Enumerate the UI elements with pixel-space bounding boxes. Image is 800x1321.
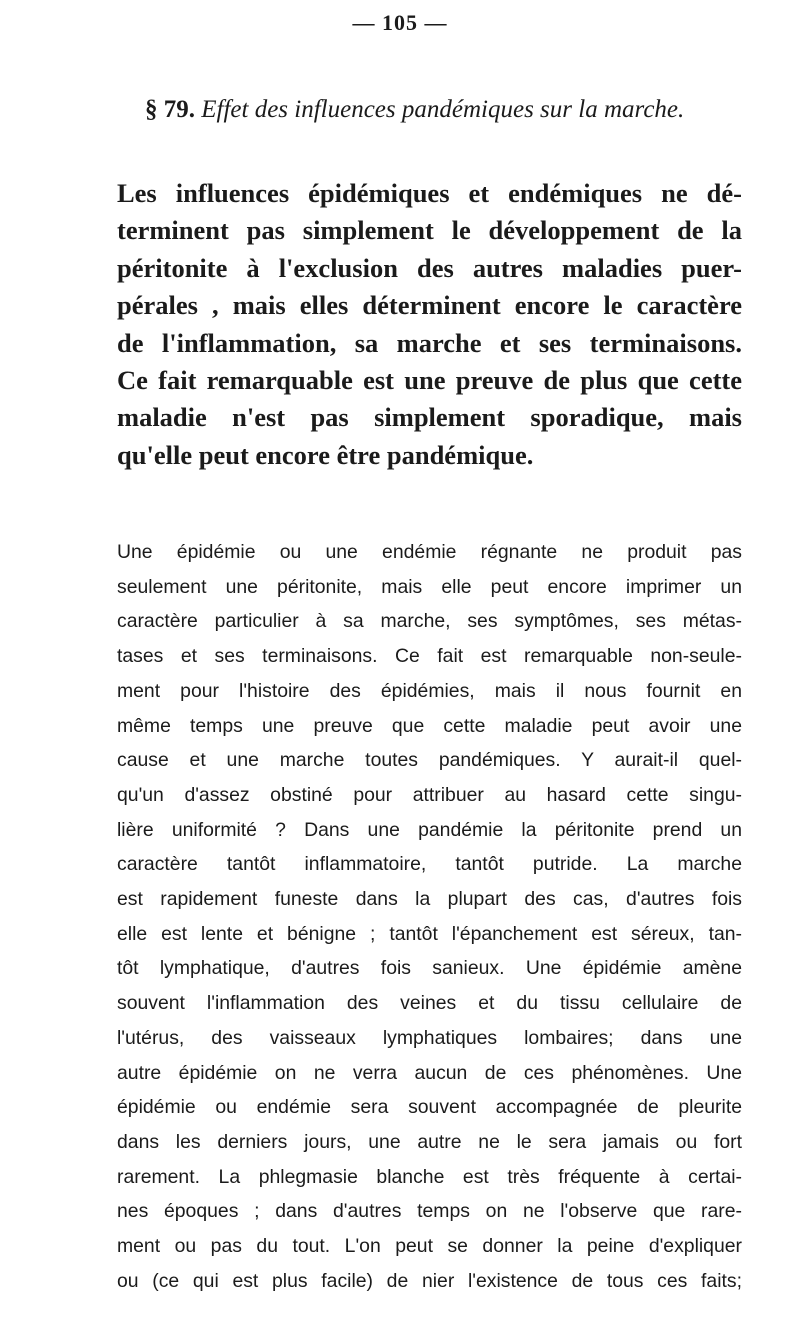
- lead-paragraph: [117, 175, 742, 474]
- body-line: Une épidémie ou une endémie régnante ne produit pas: [117, 541, 742, 563]
- body-line: caractère tantôt inflammatoire, tantôt putride. La marche: [117, 853, 742, 876]
- lead-line: qu'elle peut encore être pandémique.: [117, 439, 534, 470]
- lead-line: terminent pas simplement le développement de la: [117, 215, 742, 246]
- body-line: nes époques ; dans d'autres temps on ne l'observe que rare-: [117, 1200, 742, 1223]
- body-line: souvent l'inflammation des veines et du tissu cellulaire de: [117, 992, 742, 1015]
- body-line: caractère particulier à sa marche, ses symptômes, ses métas-: [117, 610, 742, 633]
- body-line: même temps une preuve que cette maladie peut avoir une: [117, 714, 742, 737]
- lead-line: péritonite à l'exclusion des autres maladies puer-: [117, 252, 742, 283]
- body-line: tôt lymphatique, d'autres fois sanieux. Une épidémie amène: [117, 957, 742, 980]
- section-heading: [145, 96, 765, 124]
- section-title: Effet des influences pandémiques sur la marche.: [201, 96, 685, 123]
- lead-line: Les influences épidémiques et endémiques ne dé-: [117, 178, 742, 208]
- body-line: dans les derniers jours, une autre ne le sera jamais ou fort: [117, 1130, 742, 1153]
- body-line: ment pour l'histoire des épidémies, mais il nous fournit en: [117, 679, 742, 702]
- lead-line: Ce fait remarquable est une preuve de plus que cette: [117, 365, 742, 396]
- body-line: épidémie ou endémie sera souvent accompagnée de pleurite: [117, 1096, 742, 1119]
- body-line: autre épidémie on ne verra aucun de ces phénomènes. Une: [117, 1061, 742, 1084]
- body-line: ou (ce qui est plus facile) de nier l'existence de tous ces faits;: [117, 1269, 742, 1292]
- body-line: seulement une péritonite, mais elle peut encore imprimer un: [117, 575, 742, 598]
- body-line: est rapidement funeste dans la plupart des cas, d'autres fois: [117, 888, 742, 911]
- body-line: ment ou pas du tout. L'on peut se donner la peine d'expliquer: [117, 1235, 742, 1258]
- body-line: rarement. La phlegmasie blanche est très fréquente à certai-: [117, 1165, 742, 1188]
- section-number: § 79.: [145, 96, 195, 123]
- body-line: elle est lente et bénigne ; tantôt l'épanchement est séreux, tan-: [117, 922, 742, 945]
- body-paragraph: [117, 535, 742, 1298]
- body-line: l'utérus, des vaisseaux lymphatiques lombaires; dans une: [117, 1026, 742, 1049]
- body-line: lière uniformité ? Dans une pandémie la péritonite prend un: [117, 818, 742, 841]
- lead-line: maladie n'est pas simplement sporadique, mais: [117, 402, 742, 433]
- lead-line: pérales , mais elles déterminent encore le caractère: [117, 290, 742, 321]
- body-line: cause et une marche toutes pandémiques. Y aurait-il quel-: [117, 749, 742, 772]
- lead-line: de l'inflammation, sa marche et ses terminaisons.: [117, 327, 742, 358]
- page-number: — 105 —: [352, 10, 448, 35]
- body-line: tases et ses terminaisons. Ce fait est remarquable non-seule-: [117, 645, 742, 668]
- body-line: qu'un d'assez obstiné pour attribuer au hasard cette singu-: [117, 783, 742, 806]
